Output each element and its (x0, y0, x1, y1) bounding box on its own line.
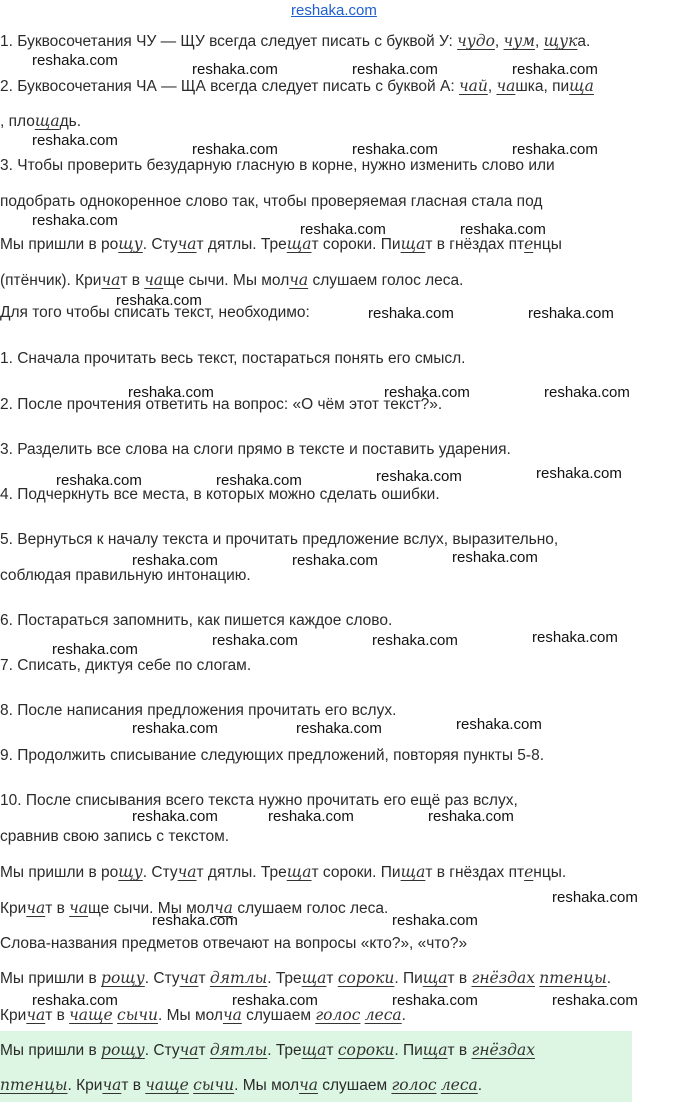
handwritten-word: ча (177, 235, 197, 253)
handwritten-word: чум (503, 32, 536, 50)
handwritten-word: ща (569, 77, 594, 95)
handwritten-word: голос (315, 1006, 361, 1024)
text-run: т в (121, 1077, 146, 1094)
text-run: 3. Чтобы проверить безударную гласную в корне, нужно изменить слово или (0, 157, 555, 174)
text-run: 6. Постараться запомнить, как пишется каждое слово. (0, 612, 393, 629)
text-run: т дятлы. Тре (196, 236, 287, 253)
watermark-text: reshaka.com (532, 629, 618, 646)
text-run: слушаем голос леса. (233, 900, 389, 917)
handwritten-word: рощу (101, 969, 145, 987)
text-run: Мы пришли в (0, 1042, 102, 1059)
handwritten-word: гнёздах (471, 969, 535, 987)
text-run: . Тре (267, 970, 302, 987)
handwritten-word: сороки (337, 969, 395, 987)
text-line (0, 1075, 482, 1096)
watermark-text: reshaka.com (132, 808, 218, 825)
watermark-text: reshaka.com (372, 632, 458, 649)
text-run: (птёнчик). Кри (0, 272, 102, 289)
text-run: 8. После написания предложения прочитать его вслух. (0, 702, 397, 719)
text-run: шка, пи (515, 78, 570, 95)
watermark-text: reshaka.com (452, 549, 538, 566)
handwritten-word: чудо (457, 32, 495, 50)
text-run: 2. После прочтения ответить на вопрос: «О чём этот текст?». (0, 396, 443, 413)
handwritten-word: ча (214, 899, 234, 917)
text-run: т (326, 970, 338, 987)
handwritten-word: птенцы (539, 969, 607, 987)
handwritten-word: ща (400, 235, 426, 253)
handwritten-word: рощу (101, 1041, 145, 1059)
text-run: т сороки. Пи (311, 236, 401, 253)
text-run: 10. После списывания всего текста нужно прочитать его ещё раз вслух, (0, 792, 518, 809)
text-run: нцы (533, 236, 562, 253)
handwritten-word: ча (69, 899, 89, 917)
watermark-text: reshaka.com (52, 641, 138, 658)
handwritten-word: ща (301, 1041, 327, 1059)
text-run: Кри (0, 900, 27, 917)
watermark-text: reshaka.com (32, 52, 118, 69)
text-run: Мы пришли в (0, 970, 102, 987)
text-run: , (494, 33, 504, 50)
text-line (0, 440, 511, 460)
handwritten-word: ща (286, 863, 312, 881)
text-run: . Пи (394, 1042, 423, 1059)
text-run: . (477, 1077, 483, 1094)
handwritten-word: ча (26, 1006, 46, 1024)
handwritten-word: леса (440, 1076, 478, 1094)
text-line (0, 968, 611, 989)
handwritten-word: ча (299, 1076, 318, 1094)
text-line (0, 395, 442, 415)
text-run: , (535, 33, 544, 50)
watermark-text: reshaka.com (32, 212, 118, 229)
text-run: нцы. (533, 864, 567, 881)
text-run: соблюдая правильную интонацию. (0, 567, 251, 584)
handwritten-word: сычи (117, 1006, 158, 1024)
text-run: . Сту (142, 864, 178, 881)
text-line (0, 192, 542, 212)
text-run: т в гнёздах пт (425, 236, 525, 253)
text-run: сравнив свою запись с текстом. (0, 828, 230, 845)
text-run: т (326, 1042, 338, 1059)
watermark-text: reshaka.com (56, 472, 142, 489)
handwritten-word: птенцы (0, 1076, 68, 1094)
text-run: Мы пришли в ро (0, 864, 119, 881)
watermark-text: reshaka.com (216, 472, 302, 489)
handwritten-word: ча (222, 1006, 242, 1024)
handwritten-word: голос (391, 1076, 437, 1094)
watermark-text: reshaka.com (376, 468, 462, 485)
text-line (0, 530, 558, 550)
handwritten-word: сычи (193, 1076, 235, 1094)
text-run: . Сту (144, 1042, 180, 1059)
handwritten-word: щук (543, 32, 578, 50)
watermark-text: reshaka.com (512, 141, 598, 158)
text-run: т в (447, 1042, 472, 1059)
text-run: , пло (0, 113, 35, 130)
text-run: т в (447, 970, 472, 987)
site-link[interactable]: reshaka.com (291, 2, 377, 19)
handwritten-word: дятлы (209, 969, 268, 987)
watermark-text: reshaka.com (392, 912, 478, 929)
text-run: ще сычи. Мы мол (88, 900, 215, 917)
watermark-text: reshaka.com (552, 992, 638, 1009)
watermark-text: reshaka.com (368, 305, 454, 322)
watermark-text: reshaka.com (268, 808, 354, 825)
watermark-text: reshaka.com (192, 141, 278, 158)
text-run: 1. Сначала прочитать весь текст, постараться понять его смысл. (0, 350, 466, 367)
text-run: т в гнёздах пт (425, 864, 525, 881)
text-run: Кри (0, 1007, 27, 1024)
handwritten-word: гнёздах (471, 1041, 535, 1059)
text-run: Мы пришли в ро (0, 236, 119, 253)
handwritten-word: ща (301, 969, 327, 987)
watermark-text: reshaka.com (456, 716, 542, 733)
text-run: т (198, 970, 210, 987)
text-line (0, 111, 81, 132)
text-line (0, 746, 544, 766)
text-run: т в (120, 272, 145, 289)
text-run: т сороки. Пи (311, 864, 401, 881)
handwritten-word: ща (422, 1041, 448, 1059)
text-run: . (606, 970, 612, 987)
text-run: ще сычи. Мы мол (163, 272, 290, 289)
text-run: . Мы мол (157, 1007, 223, 1024)
text-run: 5. Вернуться к началу текста и прочитать предложение вслух, выразительно, (0, 531, 559, 548)
text-line (0, 701, 396, 721)
watermark-text: reshaka.com (352, 141, 438, 158)
watermark-text: reshaka.com (292, 552, 378, 569)
watermark-text: reshaka.com (296, 720, 382, 737)
watermark-text: reshaka.com (232, 992, 318, 1009)
text-line (0, 270, 463, 291)
text-run: т в (45, 900, 70, 917)
handwritten-word: ща (286, 235, 312, 253)
text-run: Для того чтобы списать текст, необходимо: (0, 304, 310, 321)
text-run: 7. Списать, диктуя себе по слогам. (0, 657, 252, 674)
text-line (0, 156, 555, 176)
handwritten-word: ча (179, 969, 199, 987)
watermark-text: reshaka.com (128, 384, 214, 401)
text-line (0, 349, 466, 369)
text-line (0, 1040, 535, 1061)
text-run: . Пи (394, 970, 423, 987)
handwritten-word: ча (144, 271, 164, 289)
text-run: . Мы мол (234, 1077, 300, 1094)
handwritten-word: ча (289, 271, 309, 289)
watermark-text: reshaka.com (352, 61, 438, 78)
watermark-text: reshaka.com (544, 384, 630, 401)
handwritten-word: чаще (69, 1006, 113, 1024)
text-run: слушаем (317, 1077, 392, 1094)
watermark-text: reshaka.com (300, 221, 386, 238)
text-run: подобрать однокоренное слово так, чтобы проверяемая гласная стала под (0, 193, 543, 210)
text-run: . Сту (144, 970, 180, 987)
handwritten-word: чаще (145, 1076, 189, 1094)
text-run: т дятлы. Тре (196, 864, 287, 881)
watermark-text: reshaka.com (460, 221, 546, 238)
watermark-text: reshaka.com (116, 292, 202, 309)
handwritten-word: леса (364, 1006, 402, 1024)
text-line (0, 611, 392, 631)
handwritten-word: е (524, 863, 534, 881)
watermark-text: reshaka.com (132, 552, 218, 569)
text-run: т (198, 1042, 210, 1059)
text-run: . Тре (267, 1042, 302, 1059)
text-line (0, 31, 590, 52)
watermark-text: reshaka.com (512, 61, 598, 78)
watermark-text: reshaka.com (32, 992, 118, 1009)
text-line (0, 76, 594, 97)
text-line (0, 827, 229, 847)
text-run: т в (45, 1007, 70, 1024)
text-line (0, 862, 566, 883)
handwritten-word: ща (400, 863, 426, 881)
text-run: Слова-названия предметов отвечают на вопросы «кто?», «что?» (0, 935, 468, 952)
text-run: , (487, 78, 497, 95)
handwritten-word: чай (458, 77, 488, 95)
watermark-text: reshaka.com (428, 808, 514, 825)
text-run: . Сту (142, 236, 178, 253)
handwritten-word: е (524, 235, 534, 253)
watermark-text: reshaka.com (384, 384, 470, 401)
handwritten-word: щу (118, 235, 143, 253)
text-run: 2. Буквосочетания ЧА — ЩА всегда следует писать с буквой А: (0, 78, 459, 95)
watermark-text: reshaka.com (212, 632, 298, 649)
handwritten-word: сороки (337, 1041, 395, 1059)
text-run: а. (577, 33, 591, 50)
watermark-text: reshaka.com (192, 61, 278, 78)
handwritten-word: ча (496, 77, 516, 95)
text-run: 3. Разделить все слова на слоги прямо в тексте и поставить ударения. (0, 441, 511, 458)
handwritten-word: ча (102, 1076, 122, 1094)
text-run: . Кри (67, 1077, 103, 1094)
watermark-text: reshaka.com (152, 912, 238, 929)
text-run: слушаем (241, 1007, 316, 1024)
watermark-text: reshaka.com (132, 720, 218, 737)
text-run: 4. Подчеркнуть все места, в которых можно сделать ошибки. (0, 486, 440, 503)
text-run: . (401, 1007, 406, 1024)
handwritten-word: ща (422, 969, 448, 987)
watermark-text: reshaka.com (528, 305, 614, 322)
handwritten-word: ча (177, 863, 197, 881)
watermark-text: reshaka.com (552, 889, 638, 906)
text-line (0, 934, 467, 954)
handwritten-word: щу (118, 863, 143, 881)
text-run: 9. Продолжить списывание следующих предложений, повторяя пункты 5-8. (0, 747, 545, 764)
handwritten-word: дятлы (209, 1041, 268, 1059)
handwritten-word: ща (34, 112, 60, 130)
watermark-text: reshaka.com (536, 465, 622, 482)
text-run: слушаем голос леса. (308, 272, 464, 289)
watermark-text: reshaka.com (392, 992, 478, 1009)
text-run: 1. Буквосочетания ЧУ — ЩУ всегда следует писать с буквой У: (0, 33, 458, 50)
handwritten-word: ча (101, 271, 121, 289)
handwritten-word: ча (26, 899, 46, 917)
handwritten-word: ча (179, 1041, 199, 1059)
text-line (0, 656, 251, 676)
watermark-text: reshaka.com (32, 132, 118, 149)
text-run: дь. (59, 113, 82, 130)
